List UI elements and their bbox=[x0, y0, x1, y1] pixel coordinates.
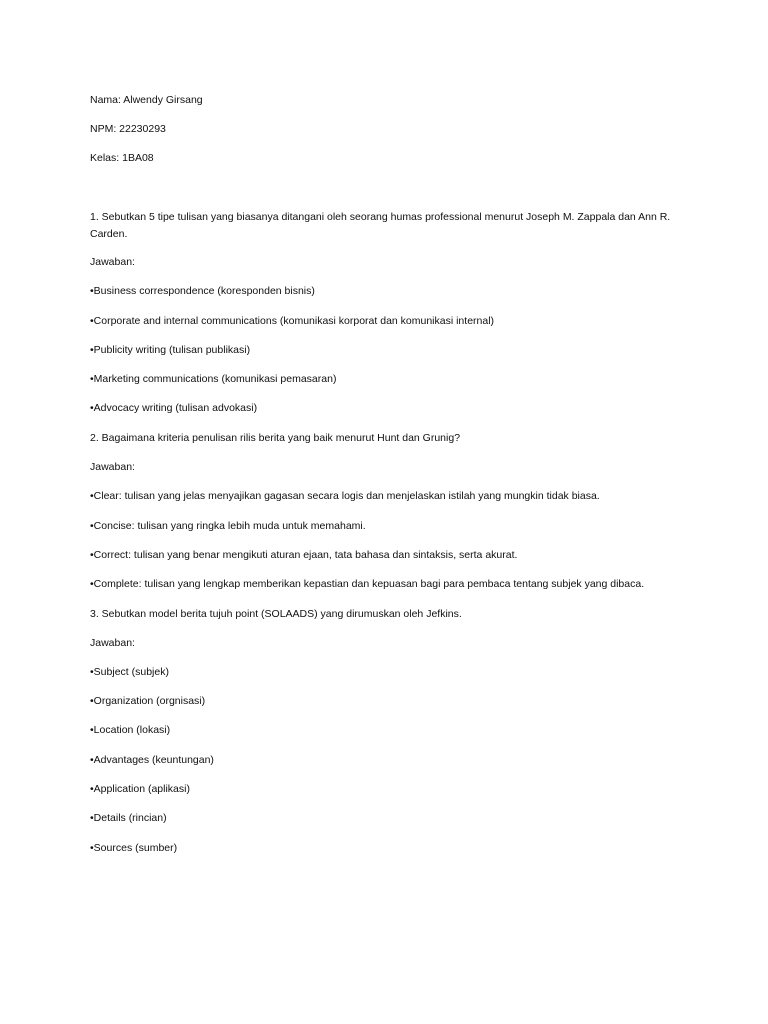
answer-2-item-2: •Concise: tulisan yang ringka lebih muda untuk memahami. bbox=[90, 520, 366, 532]
student-class: Kelas: 1BA08 bbox=[90, 152, 154, 164]
student-npm: NPM: 22230293 bbox=[90, 123, 166, 135]
answer-3-item-2: •Organization (orgnisasi) bbox=[90, 695, 206, 707]
answer-3-item-3: •Location (lokasi) bbox=[90, 724, 171, 736]
answer-1-item-2: •Corporate and internal communications (komunikasi korporat dan komunikasi internal) bbox=[90, 315, 495, 327]
question-1: 1. Sebutkan 5 tipe tulisan yang biasanya ditangani oleh seorang humas professional menurut Joseph M. Zappala dan Ann R. Carden. bbox=[90, 211, 671, 240]
answer-1-item-3: •Publicity writing (tulisan publikasi) bbox=[90, 344, 251, 356]
answer-2-item-1: •Clear: tulisan yang jelas menyajikan gagasan secara logis dan menjelaskan istilah yang mungkin tidak biasa. bbox=[90, 490, 600, 502]
answer-1-item-5: •Advocacy writing (tulisan advokasi) bbox=[90, 402, 258, 414]
answer-label-1: Jawaban: bbox=[90, 256, 135, 268]
answer-3-item-5: •Application (aplikasi) bbox=[90, 783, 190, 795]
question-3: 3. Sebutkan model berita tujuh point (SOLAADS) yang dirumuskan oleh Jefkins. bbox=[90, 608, 462, 620]
answer-3-item-1: •Subject (subjek) bbox=[90, 666, 169, 678]
answer-3-item-7: •Sources (sumber) bbox=[90, 842, 178, 854]
question-2: 2. Bagaimana kriteria penulisan rilis berita yang baik menurut Hunt dan Grunig? bbox=[90, 432, 461, 444]
answer-3-item-6: •Details (rincian) bbox=[90, 812, 167, 824]
answer-2-item-3: •Correct: tulisan yang benar mengikuti aturan ejaan, tata bahasa dan sintaksis, serta akurat. bbox=[90, 549, 518, 561]
answer-label-3: Jawaban: bbox=[90, 637, 135, 649]
answer-2-item-4: •Complete: tulisan yang lengkap memberikan kepastian dan kepuasan bagi para pembaca tentang subjek yang dibaca. bbox=[90, 578, 645, 590]
answer-3-item-4: •Advantages (keuntungan) bbox=[90, 754, 214, 766]
student-name: Nama: Alwendy Girsang bbox=[90, 94, 203, 106]
answer-1-item-1: •Business correspondence (koresponden bisnis) bbox=[90, 285, 315, 297]
answer-label-2: Jawaban: bbox=[90, 461, 135, 473]
answer-1-item-4: •Marketing communications (komunikasi pemasaran) bbox=[90, 373, 337, 385]
